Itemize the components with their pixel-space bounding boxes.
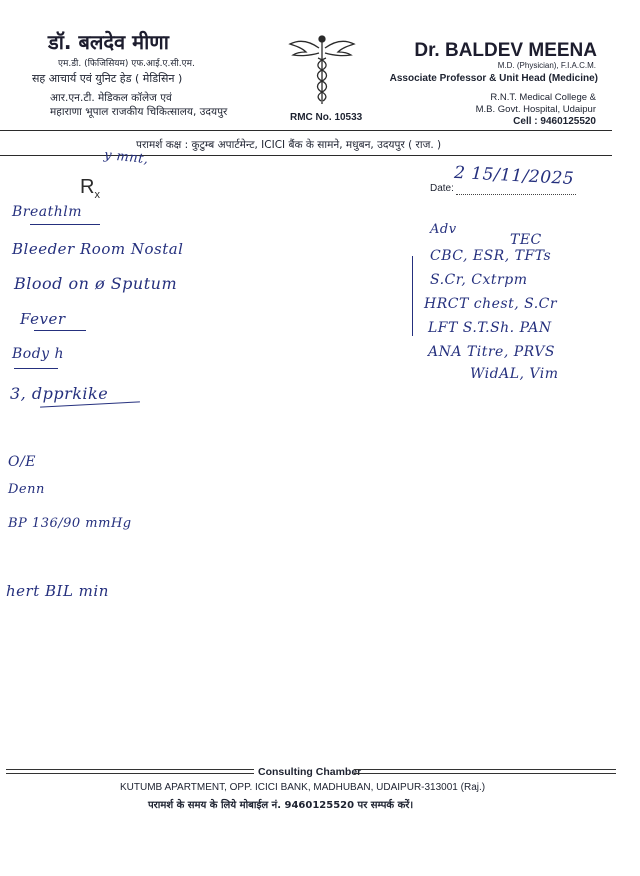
investigation-item: HRCT chest, S.Cr — [424, 296, 558, 312]
complaint-underline — [30, 224, 100, 225]
address-line-hindi: परामर्श कक्ष : कुटुम्ब अपार्टमेन्ट, ICICI बैंक के सामने, मधुबन, उदयपुर ( राज. ) — [136, 139, 442, 151]
rmc-number: RMC No. 10533 — [290, 112, 363, 123]
hospital-hindi: महाराणा भूपाल राजकीय चिकित्सालय, उदयपुर — [50, 106, 228, 118]
exam-item: BP 136/90 mmHg — [8, 516, 132, 531]
qualifications-hindi: एम.डी. (फिजिसियम) एफ.आई.ए.सी.एम. — [58, 59, 195, 69]
footer-rule-left — [6, 769, 254, 774]
investigation-item: LFT S.T.Sh. PAN — [428, 320, 552, 336]
complaint-item: Body h — [12, 346, 65, 362]
exam-item: Denn — [8, 482, 45, 497]
complaint-underline — [14, 368, 58, 369]
doctor-name-hindi: डॉ. बलदेव मीणा — [48, 30, 169, 54]
designation-english: Associate Professor & Unit Head (Medicine) — [389, 73, 598, 84]
investigation-bracket — [412, 256, 421, 336]
exam-item: hert BIL min — [6, 582, 109, 600]
handwritten-date: 2 15/11/2025 — [453, 162, 575, 190]
complaint-item: Breathlm — [12, 204, 83, 220]
qualifications-english: M.D. (Physician), F.I.A.C.M. — [497, 61, 596, 70]
footer-chamber-title: Consulting Chamber — [258, 766, 362, 778]
investigation-item: S.Cr, Cxtrpm — [430, 272, 528, 288]
complaint-item: Bleeder Room Nostal — [12, 240, 184, 258]
complaint-underline — [34, 330, 86, 331]
complaint-item: Fever — [20, 310, 66, 328]
investigation-item: Adv — [430, 222, 457, 237]
complaint-item: Blood on ø Sputum — [14, 274, 178, 293]
college-english: R.N.T. Medical College & — [490, 92, 596, 103]
hospital-english: M.B. Govt. Hospital, Udaipur — [475, 104, 596, 115]
cell-number: Cell : 9460125520 — [513, 116, 596, 127]
caduceus-logo — [288, 34, 356, 106]
handwritten-top-note: y mnt, — [103, 147, 150, 168]
investigation-item: WidAL, Vim — [470, 366, 559, 382]
exam-item: O/E — [8, 454, 36, 470]
rx-symbol — [80, 176, 100, 201]
header-divider-bottom — [0, 155, 612, 156]
complaint-item: 3, dpprkike — [10, 384, 109, 403]
footer-address: KUTUMB APARTMENT, OPP. ICICI BANK, MADHUBAN, UDAIPUR-313001 (Raj.) — [120, 782, 486, 793]
footer-rule-right — [354, 769, 616, 774]
investigation-item: TEC — [510, 232, 542, 248]
date-label: Date: — [430, 183, 454, 194]
doctor-name-english: Dr. BALDEV MEENA — [414, 40, 597, 61]
designation-hindi: सह आचार्य एवं युनिट हेड ( मेडिसिन ) — [32, 72, 183, 85]
investigation-item: CBC, ESR, TFTs — [430, 248, 552, 264]
college-hindi: आर.एन.टी. मेडिकल कॉलेज एवं — [50, 92, 172, 104]
rx-subscript: x — [94, 189, 100, 201]
date-underline — [456, 194, 576, 195]
footer-contact: परामर्श के समय के लिये मोबाईल नं. 9460125520 पर सम्पर्क करें। — [148, 800, 414, 811]
header-divider-top — [0, 130, 612, 131]
investigation-item: ANA Titre, PRVS — [428, 344, 555, 360]
rx-letter: R — [80, 176, 95, 198]
